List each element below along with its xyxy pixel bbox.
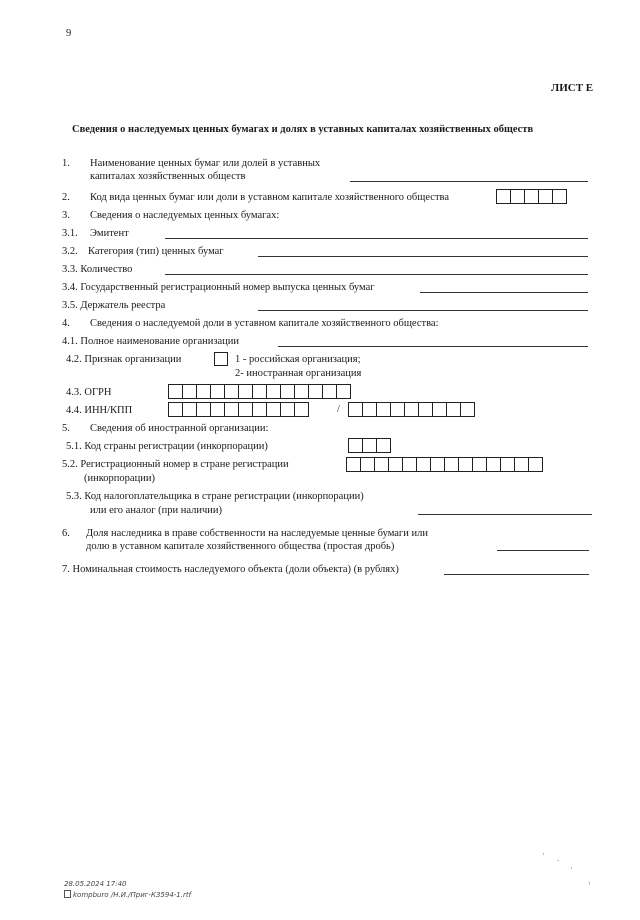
item-3-number: 3. xyxy=(62,210,70,221)
input-cell[interactable] xyxy=(528,457,543,472)
item-1-number: 1. xyxy=(62,158,70,169)
item-1-field[interactable] xyxy=(350,181,588,182)
item-5-1-label: 5.1. Код страны регистрации (инкорпорации) xyxy=(66,441,268,452)
kpp-cells[interactable] xyxy=(348,402,474,417)
input-cell[interactable] xyxy=(168,384,183,399)
scan-speck: ˌ xyxy=(588,876,591,886)
item-4-1-label: 4.1. Полное наименование организации xyxy=(62,336,240,347)
input-cell[interactable] xyxy=(524,189,539,204)
heir-share-field[interactable] xyxy=(497,550,589,551)
item-4-label: Сведения о наследуемой доли в уставном капитале хозяйственного общества: xyxy=(90,318,439,329)
input-cell[interactable] xyxy=(238,384,253,399)
input-cell[interactable] xyxy=(390,402,405,417)
footer-file xyxy=(64,890,191,899)
input-cell[interactable] xyxy=(196,384,211,399)
organization-name-field[interactable] xyxy=(278,346,588,347)
form-heading: Сведения о наследуемых ценных бумагах и долях в уставных капиталах хозяйственных обществ xyxy=(72,124,534,135)
input-cell[interactable] xyxy=(500,457,515,472)
input-cell[interactable] xyxy=(360,457,375,472)
input-cell[interactable] xyxy=(348,438,363,453)
item-3-2-label: Категория (тип) ценных бумаг xyxy=(88,246,224,257)
input-cell[interactable] xyxy=(168,402,183,417)
input-cell[interactable] xyxy=(388,457,403,472)
input-cell[interactable] xyxy=(432,402,447,417)
input-cell[interactable] xyxy=(552,189,567,204)
input-cell[interactable] xyxy=(280,384,295,399)
input-cell[interactable] xyxy=(444,457,459,472)
input-cell[interactable] xyxy=(486,457,501,472)
input-cell[interactable] xyxy=(376,402,391,417)
item-2-number: 2. xyxy=(62,192,70,203)
input-cell[interactable] xyxy=(348,402,363,417)
input-cell[interactable] xyxy=(280,402,295,417)
input-cell[interactable] xyxy=(266,402,281,417)
input-cell[interactable] xyxy=(182,384,197,399)
item-5-3-label-line2: или его аналог (при наличии) xyxy=(90,505,222,516)
item-4-3-label: 4.3. ОГРН xyxy=(66,387,112,398)
input-cell[interactable] xyxy=(210,402,225,417)
foreign-registration-number-cells[interactable] xyxy=(346,457,542,472)
item-4-number: 4. xyxy=(62,318,70,329)
item-1-label-line2: капиталах хозяйственных обществ xyxy=(90,171,246,182)
input-cell[interactable] xyxy=(514,457,529,472)
input-cell[interactable] xyxy=(374,457,389,472)
security-type-code-cells[interactable] xyxy=(496,189,566,204)
item-3-1-number: 3.1. xyxy=(62,228,78,239)
input-cell[interactable] xyxy=(224,384,239,399)
nominal-value-field[interactable] xyxy=(444,574,589,575)
input-cell[interactable] xyxy=(224,402,239,417)
input-cell[interactable] xyxy=(510,189,525,204)
input-cell[interactable] xyxy=(472,457,487,472)
country-code-cells[interactable] xyxy=(348,438,390,453)
document-icon xyxy=(64,890,71,898)
input-cell[interactable] xyxy=(182,402,197,417)
item-5-label: Сведения об иностранной организации: xyxy=(90,423,269,434)
scan-speck: ˙ xyxy=(556,860,561,870)
page-number: 9 xyxy=(66,28,72,39)
input-cell[interactable] xyxy=(196,402,211,417)
input-cell[interactable] xyxy=(346,457,361,472)
input-cell[interactable] xyxy=(362,438,377,453)
input-cell[interactable] xyxy=(458,457,473,472)
item-4-2-label: 4.2. Признак организации xyxy=(66,354,182,365)
item-3-4-label: 3.4. Государственный регистрационный номер выпуска ценных бумаг xyxy=(62,282,375,293)
item-7-label: 7. Номинальная стоимость наследуемого объекта (доли объекта) (в рублях) xyxy=(62,564,399,575)
item-3-1-label: Эмитент xyxy=(90,228,129,239)
input-cell[interactable] xyxy=(402,457,417,472)
inn-kpp-separator: / xyxy=(337,404,340,415)
scan-speck: · xyxy=(570,864,573,874)
item-5-2-label-line1: 5.2. Регистрационный номер в стране регистрации xyxy=(62,459,289,470)
sheet-title: ЛИСТ Е xyxy=(551,82,594,94)
input-cell[interactable] xyxy=(294,384,309,399)
input-cell[interactable] xyxy=(404,402,419,417)
input-cell[interactable] xyxy=(460,402,475,417)
input-cell[interactable] xyxy=(416,457,431,472)
input-cell[interactable] xyxy=(538,189,553,204)
footer-file-name: kompburo /Н.И./Приг-К3594-1.rtf xyxy=(73,891,192,899)
organization-type-option-2: 2- иностранная организация xyxy=(235,368,362,379)
input-cell[interactable] xyxy=(336,384,351,399)
item-4-4-label: 4.4. ИНН/КПП xyxy=(66,405,133,416)
item-6-label-line1: Доля наследника в праве собственности на наследуемые ценные бумаги или xyxy=(86,528,428,539)
input-cell[interactable] xyxy=(418,402,433,417)
item-1-label-line1: Наименование ценных бумаг или долей в уставных xyxy=(90,158,321,169)
item-5-number: 5. xyxy=(62,423,70,434)
organization-type-option-1: 1 - российская организация; xyxy=(235,354,361,365)
input-cell[interactable] xyxy=(446,402,461,417)
taxpayer-code-field[interactable] xyxy=(418,514,592,515)
input-cell[interactable] xyxy=(496,189,511,204)
input-cell[interactable] xyxy=(238,402,253,417)
item-6-label-line2: долю в уставном капитале хозяйственного общества (простая дробь) xyxy=(86,541,395,552)
input-cell[interactable] xyxy=(210,384,225,399)
scan-speck: · xyxy=(542,850,545,860)
issuer-field[interactable] xyxy=(165,238,588,239)
item-2-label: Код вида ценных бумаг или доли в уставном капитале хозяйственного общества xyxy=(90,192,450,203)
item-3-3-label: 3.3. Количество xyxy=(62,264,133,275)
input-cell[interactable] xyxy=(322,384,337,399)
item-3-label: Сведения о наследуемых ценных бумагах: xyxy=(90,210,280,221)
inn-cells[interactable] xyxy=(168,402,308,417)
input-cell[interactable] xyxy=(308,384,323,399)
item-5-3-label-line1: 5.3. Код налогоплательщика в стране регистрации (инкорпорации) xyxy=(66,491,364,502)
input-cell[interactable] xyxy=(252,402,267,417)
input-cell[interactable] xyxy=(252,384,267,399)
registry-holder-field[interactable] xyxy=(258,310,588,311)
item-3-2-number: 3.2. xyxy=(62,246,78,257)
input-cell[interactable] xyxy=(266,384,281,399)
input-cell[interactable] xyxy=(294,402,309,417)
quantity-field[interactable] xyxy=(165,274,588,275)
item-3-5-label: 3.5. Держатель реестра xyxy=(62,300,166,311)
organization-type-checkbox[interactable] xyxy=(214,352,228,366)
security-category-field[interactable] xyxy=(258,256,588,257)
ogrn-cells[interactable] xyxy=(168,384,350,399)
registration-number-field[interactable] xyxy=(420,292,588,293)
input-cell[interactable] xyxy=(362,402,377,417)
item-6-number: 6. xyxy=(62,528,70,539)
input-cell[interactable] xyxy=(430,457,445,472)
item-5-2-label-line2: (инкорпорации) xyxy=(84,473,155,484)
footer-timestamp: 28.05.2024 17:40 xyxy=(64,880,127,888)
input-cell[interactable] xyxy=(376,438,391,453)
